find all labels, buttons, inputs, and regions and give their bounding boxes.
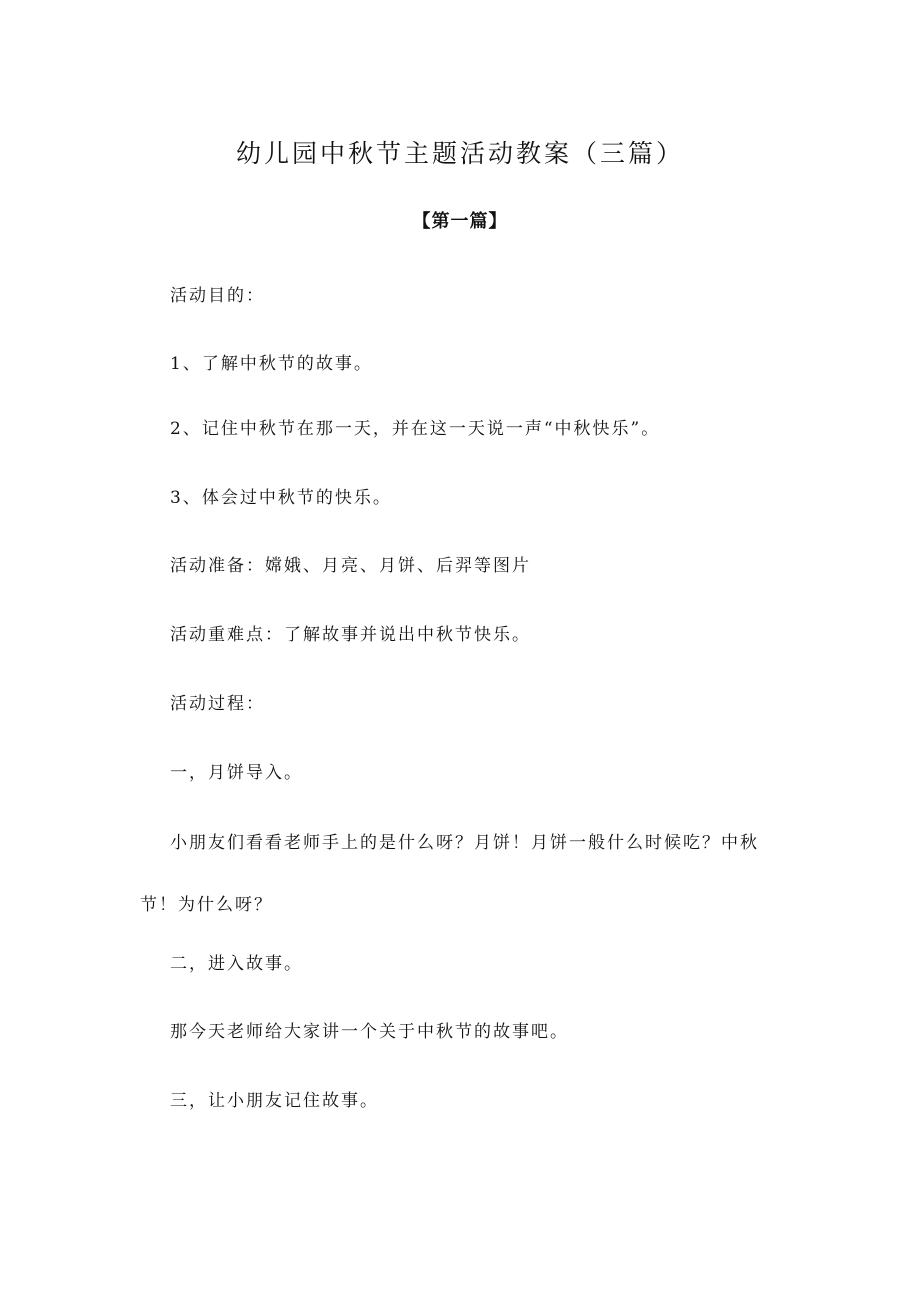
paragraph-step-3: 三，让小朋友记住故事。	[170, 1091, 379, 1111]
paragraph-goal-1: 1、了解中秋节的故事。	[170, 354, 373, 374]
paragraph-step-2-detail: 那今天老师给大家讲一个关于中秋节的故事吧。	[170, 1022, 569, 1042]
paragraph-key-points: 活动重难点：了解故事并说出中秋节快乐。	[170, 625, 531, 645]
paragraph-process: 活动过程：	[170, 694, 265, 714]
paragraph-step-1: 一，月饼导入。	[170, 763, 303, 783]
paragraph-step-1-detail: 小朋友们看看老师手上的是什么呀？月饼！月饼一般什么时候吃？中秋节！为什么呀？	[140, 833, 759, 915]
paragraph-goal-3: 3、体会过中秋节的快乐。	[170, 488, 392, 508]
document-title: 幼儿园中秋节主题活动教案（三篇）	[235, 139, 684, 168]
paragraph-preparation: 活动准备：嫦娥、月亮、月饼、后羿等图片	[170, 556, 531, 576]
paragraph-activity-goals: 活动目的：	[170, 286, 265, 306]
paragraph-goal-2: 2、记住中秋节在那一天，并在这一天说一声“中秋快乐”。	[170, 419, 661, 439]
paragraph-step-2: 二，进入故事。	[170, 954, 303, 974]
section-heading: 【第一篇】	[412, 211, 508, 232]
